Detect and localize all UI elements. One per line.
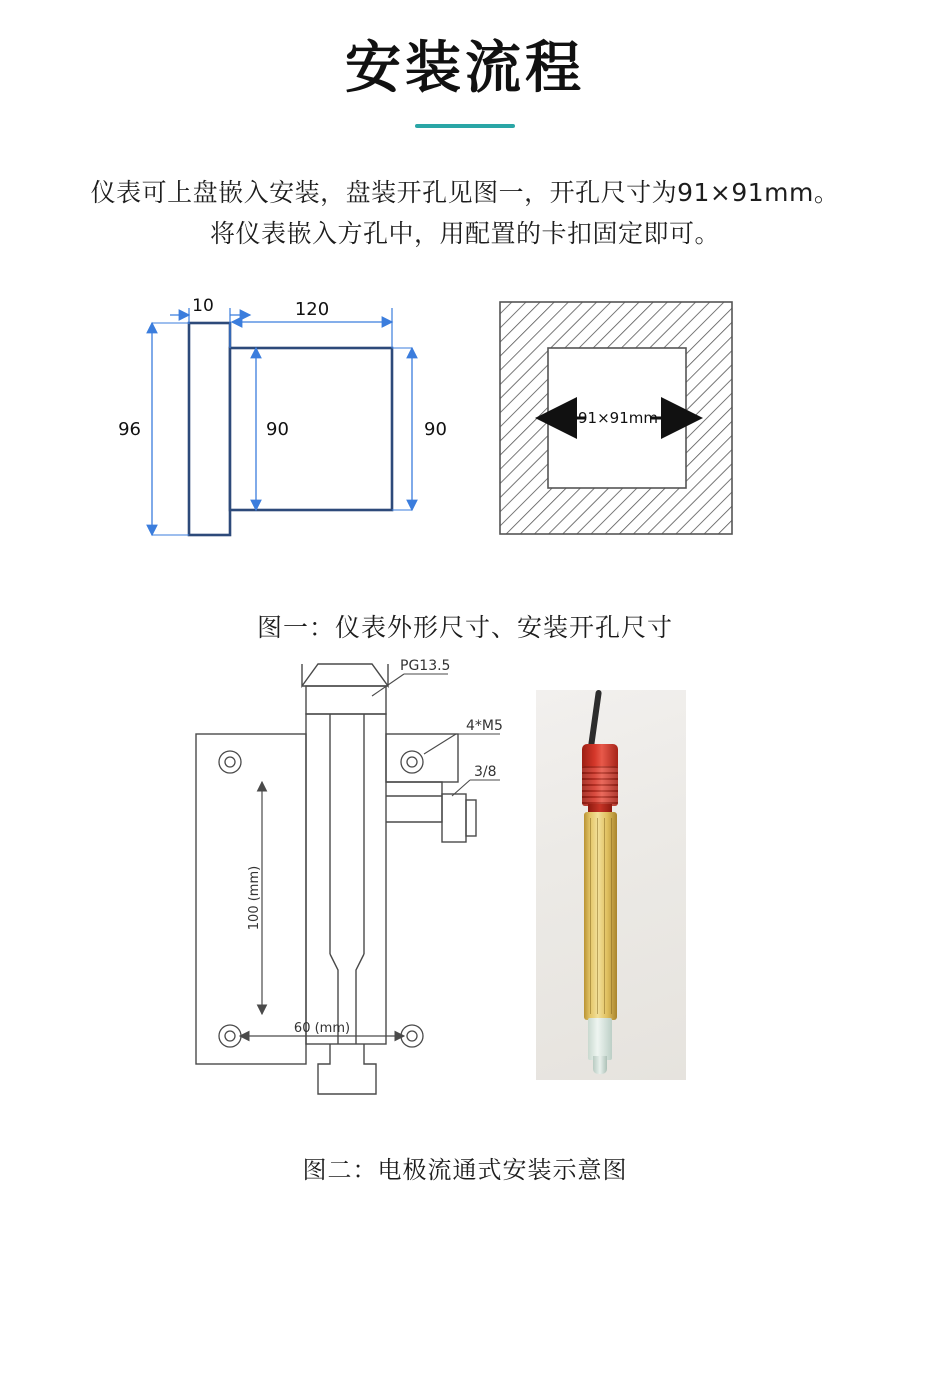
- label-height: 100 (mm): [247, 865, 262, 931]
- label-gland: PG13.5: [400, 658, 451, 675]
- electrode-tip-end: [593, 1056, 607, 1074]
- figure-1-caption: 图一：仪表外形尺寸、安装开孔尺寸: [256, 613, 673, 643]
- svg-text:96: 96: [118, 419, 141, 441]
- figure-2: [0, 654, 930, 1214]
- electrode-body-striations: [590, 818, 612, 1014]
- figure-2-drawing: [0, 654, 930, 1124]
- svg-text:91×91mm: 91×91mm: [578, 409, 658, 428]
- label-screws: 4*M5: [466, 718, 503, 735]
- intro-line-2: 将仪表嵌入方孔中，用配置的卡扣固定即可。: [209, 218, 720, 248]
- svg-text:120: 120: [294, 299, 330, 321]
- electrode-cap-threads: [582, 766, 618, 806]
- figure-2-caption: 图二：电极流通式安装示意图: [302, 1156, 628, 1185]
- label-thread: 3/8: [474, 764, 497, 781]
- figure-1: [0, 290, 930, 643]
- intro-line-1: 仪表可上盘嵌入安装，盘装开孔见图一，开孔尺寸为91×91mm。: [90, 177, 840, 207]
- electrode-photo: [536, 690, 686, 1080]
- label-width: 60 (mm): [293, 1021, 351, 1037]
- svg-text:10: 10: [192, 296, 214, 317]
- svg-text:90: 90: [266, 419, 289, 441]
- page-title: 安装流程: [345, 36, 585, 101]
- figure-1-drawing: [0, 290, 930, 590]
- svg-text:90: 90: [424, 419, 447, 441]
- title-underline-rule: [415, 124, 515, 128]
- intro-paragraph: [65, 172, 865, 255]
- electrode-cable: [588, 690, 602, 750]
- electrode-glass-tip: [588, 1018, 612, 1060]
